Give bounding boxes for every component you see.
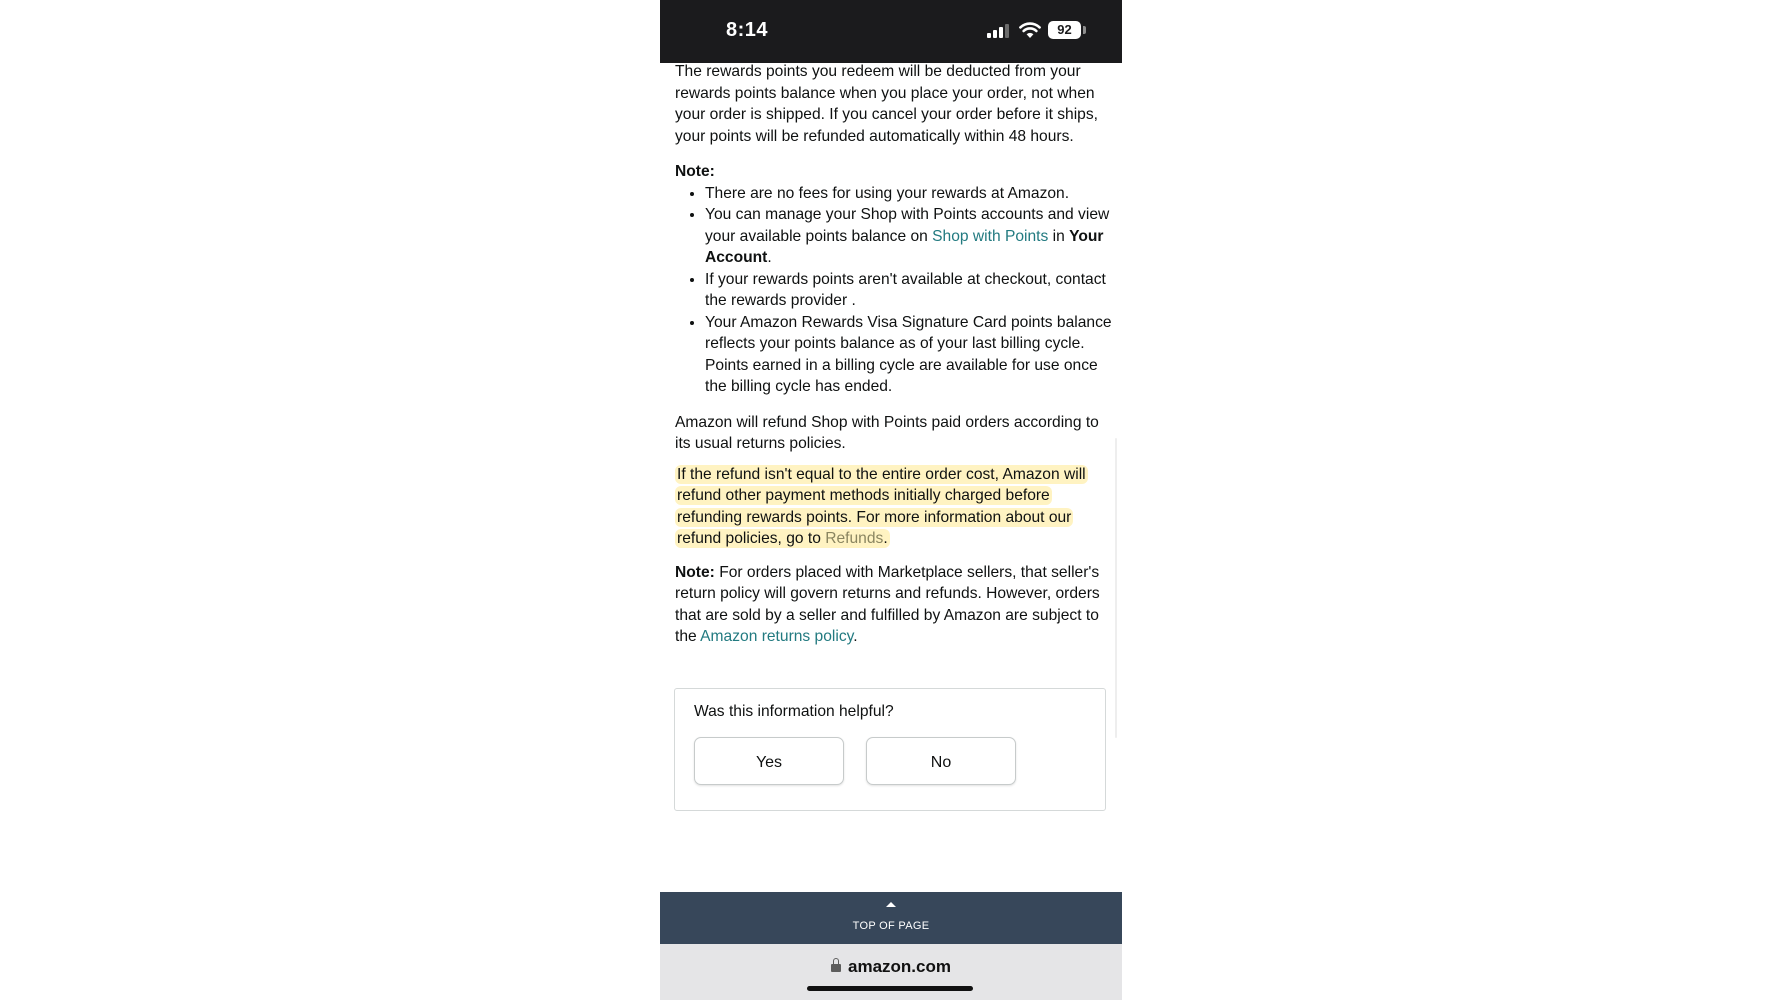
notes-list xyxy=(675,183,1115,398)
note-unavailable: If your rewards points aren't available at checkout, contact the rewards provider . xyxy=(705,270,1106,309)
home-indicator[interactable] xyxy=(807,986,973,991)
top-of-page-button[interactable] xyxy=(660,892,1122,944)
url-text: amazon.com xyxy=(848,957,951,976)
help-article-content xyxy=(675,61,1115,648)
top-of-page-label: TOP OF PAGE xyxy=(852,920,930,932)
note-manage-suffix: . xyxy=(767,249,772,266)
note-fees: There are no fees for using your rewards at Amazon. xyxy=(705,184,1070,202)
list-item xyxy=(705,183,1115,205)
url-display xyxy=(660,957,1122,977)
marketplace-note-text: For orders placed with Marketplace sellers, that seller's return policy will govern returns and refunds. However, orders that are sold by a seller and fulfilled by Amazon are subject to the xyxy=(675,563,1100,645)
highlighted-paragraph xyxy=(675,464,1115,550)
amazon-returns-policy-link[interactable]: Amazon returns policy xyxy=(700,628,854,645)
list-item xyxy=(705,312,1115,398)
highlight-marker xyxy=(675,465,1088,549)
list-item xyxy=(705,204,1115,269)
note-manage-text: You can manage your Shop with Points accounts and view your available points balance on xyxy=(705,206,1110,245)
highlighted-suffix: . xyxy=(883,530,888,547)
refund-policy-paragraph: Amazon will refund Shop with Points paid orders according to its usual returns policies. xyxy=(675,413,1099,452)
marketplace-note-paragraph xyxy=(675,562,1115,648)
phone-screen xyxy=(660,0,1122,1000)
feedback-box xyxy=(674,688,1106,811)
marketplace-note-label: Note: xyxy=(675,563,715,581)
no-button[interactable]: No xyxy=(866,737,1016,785)
wifi-icon xyxy=(1019,21,1041,39)
intro-paragraph: The rewards points you redeem will be deducted from your rewards points balance when you place your order, not when your order is shipped. If you cancel your order before it ships, your points will be refunded automatically within 48 hours. xyxy=(675,63,1098,145)
browser-address-bar[interactable] xyxy=(660,944,1122,1000)
note-visa: Your Amazon Rewards Visa Signature Card points balance reflects your points balance as of your last billing cycle. Points earned in a billing cycle are available for use once the billing cycle has ended. xyxy=(705,313,1112,395)
note-manage-mid: in xyxy=(1048,227,1070,245)
lock-icon xyxy=(831,964,841,972)
marketplace-note-suffix: . xyxy=(853,628,858,645)
list-item xyxy=(705,269,1115,312)
caret-up-icon xyxy=(886,902,896,907)
status-time: 8:14 xyxy=(726,19,769,41)
shop-with-points-link[interactable]: Shop with Points xyxy=(932,227,1049,245)
yes-button[interactable]: Yes xyxy=(694,737,844,785)
feedback-question: Was this information helpful? xyxy=(694,703,894,720)
cellular-signal-icon xyxy=(987,24,1011,38)
refunds-link[interactable]: Refunds xyxy=(825,530,884,547)
battery-icon xyxy=(1048,21,1081,39)
your-account-text: Your Account xyxy=(705,227,1104,266)
battery-level: 92 xyxy=(1057,22,1072,37)
status-bar xyxy=(660,0,1122,63)
scrollbar[interactable] xyxy=(1115,438,1117,738)
highlighted-text: If the refund isn't equal to the entire order cost, Amazon will refund other payment methods initially charged before refunding rewards points. For more information about our refund policies, go to xyxy=(677,465,1086,547)
battery-cap xyxy=(1083,26,1086,34)
note-heading: Note: xyxy=(675,163,715,180)
